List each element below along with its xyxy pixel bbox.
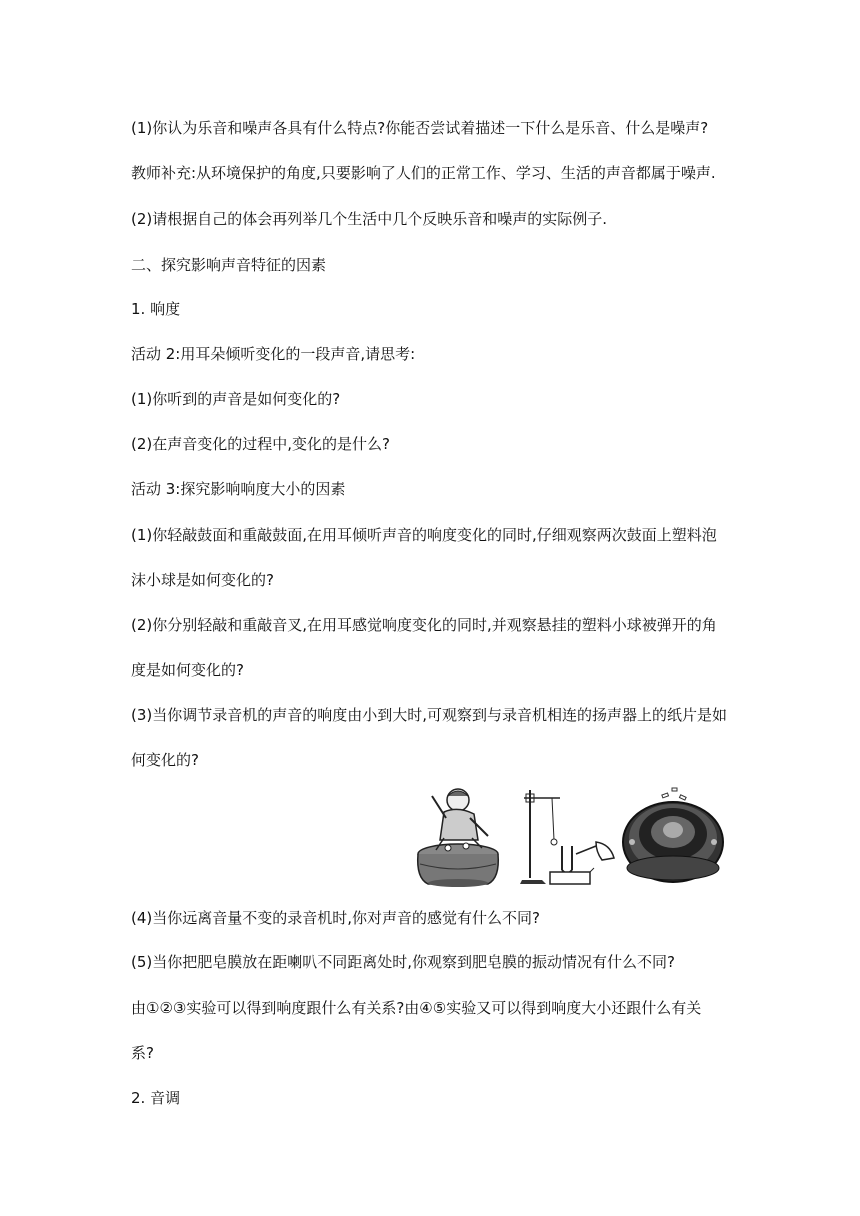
drum-figure xyxy=(408,782,508,888)
experiment-illustrations xyxy=(408,782,738,888)
activity-2-question-1: (1)你听到的声音是如何变化的? xyxy=(131,390,341,408)
conclusion-line1: 由①②③实验可以得到响度跟什么有关系?由④⑤实验又可以得到响度大小还跟什么有关 xyxy=(131,999,702,1017)
subsection-loudness: 1. 响度 xyxy=(131,300,181,318)
teacher-note-text: 教师补充:从环境保护的角度,只要影响了人们的正常工作、学习、生活的声音都属于噪声. xyxy=(131,164,716,182)
activity-3-q3-line2: 何变化的? xyxy=(131,751,199,769)
question-5-text: (5)当你把肥皂膜放在距喇叭不同距离处时,你观察到肥皂膜的振动情况有什么不同? xyxy=(131,953,675,971)
activity-3-q1-line2: 沫小球是如何变化的? xyxy=(131,571,274,589)
tuning-fork-figure xyxy=(520,782,620,888)
question-2-text: (2)请根据自己的体会再列举几个生活中几个反映乐音和噪声的实际例子. xyxy=(131,210,608,228)
activity-3-q2-line1: (2)你分别轻敲和重敲音叉,在用耳感觉响度变化的同时,并观察悬挂的塑料小球被弹开的角 xyxy=(131,616,717,634)
loudspeaker-figure xyxy=(618,782,728,888)
activity-2-question-2: (2)在声音变化的过程中,变化的是什么? xyxy=(131,435,390,453)
section-heading: 二、探究影响声音特征的因素 xyxy=(131,256,327,274)
conclusion-line2: 系? xyxy=(131,1044,154,1062)
subsection-pitch: 2. 音调 xyxy=(131,1089,181,1107)
question-1-text: (1)你认为乐音和噪声各具有什么特点?你能否尝试着描述一下什么是乐音、什么是噪声? xyxy=(131,119,709,137)
activity-3-title: 活动 3:探究影响响度大小的因素 xyxy=(131,480,346,498)
activity-2-title: 活动 2:用耳朵倾听变化的一段声音,请思考: xyxy=(131,345,416,363)
question-4-text: (4)当你远离音量不变的录音机时,你对声音的感觉有什么不同? xyxy=(131,909,540,927)
activity-3-q1-line1: (1)你轻敲鼓面和重敲鼓面,在用耳倾听声音的响度变化的同时,仔细观察两次鼓面上塑料泡 xyxy=(131,526,717,544)
activity-3-q2-line2: 度是如何变化的? xyxy=(131,661,244,679)
activity-3-q3-line1: (3)当你调节录音机的声音的响度由小到大时,可观察到与录音机相连的扬声器上的纸片是如 xyxy=(131,706,728,724)
